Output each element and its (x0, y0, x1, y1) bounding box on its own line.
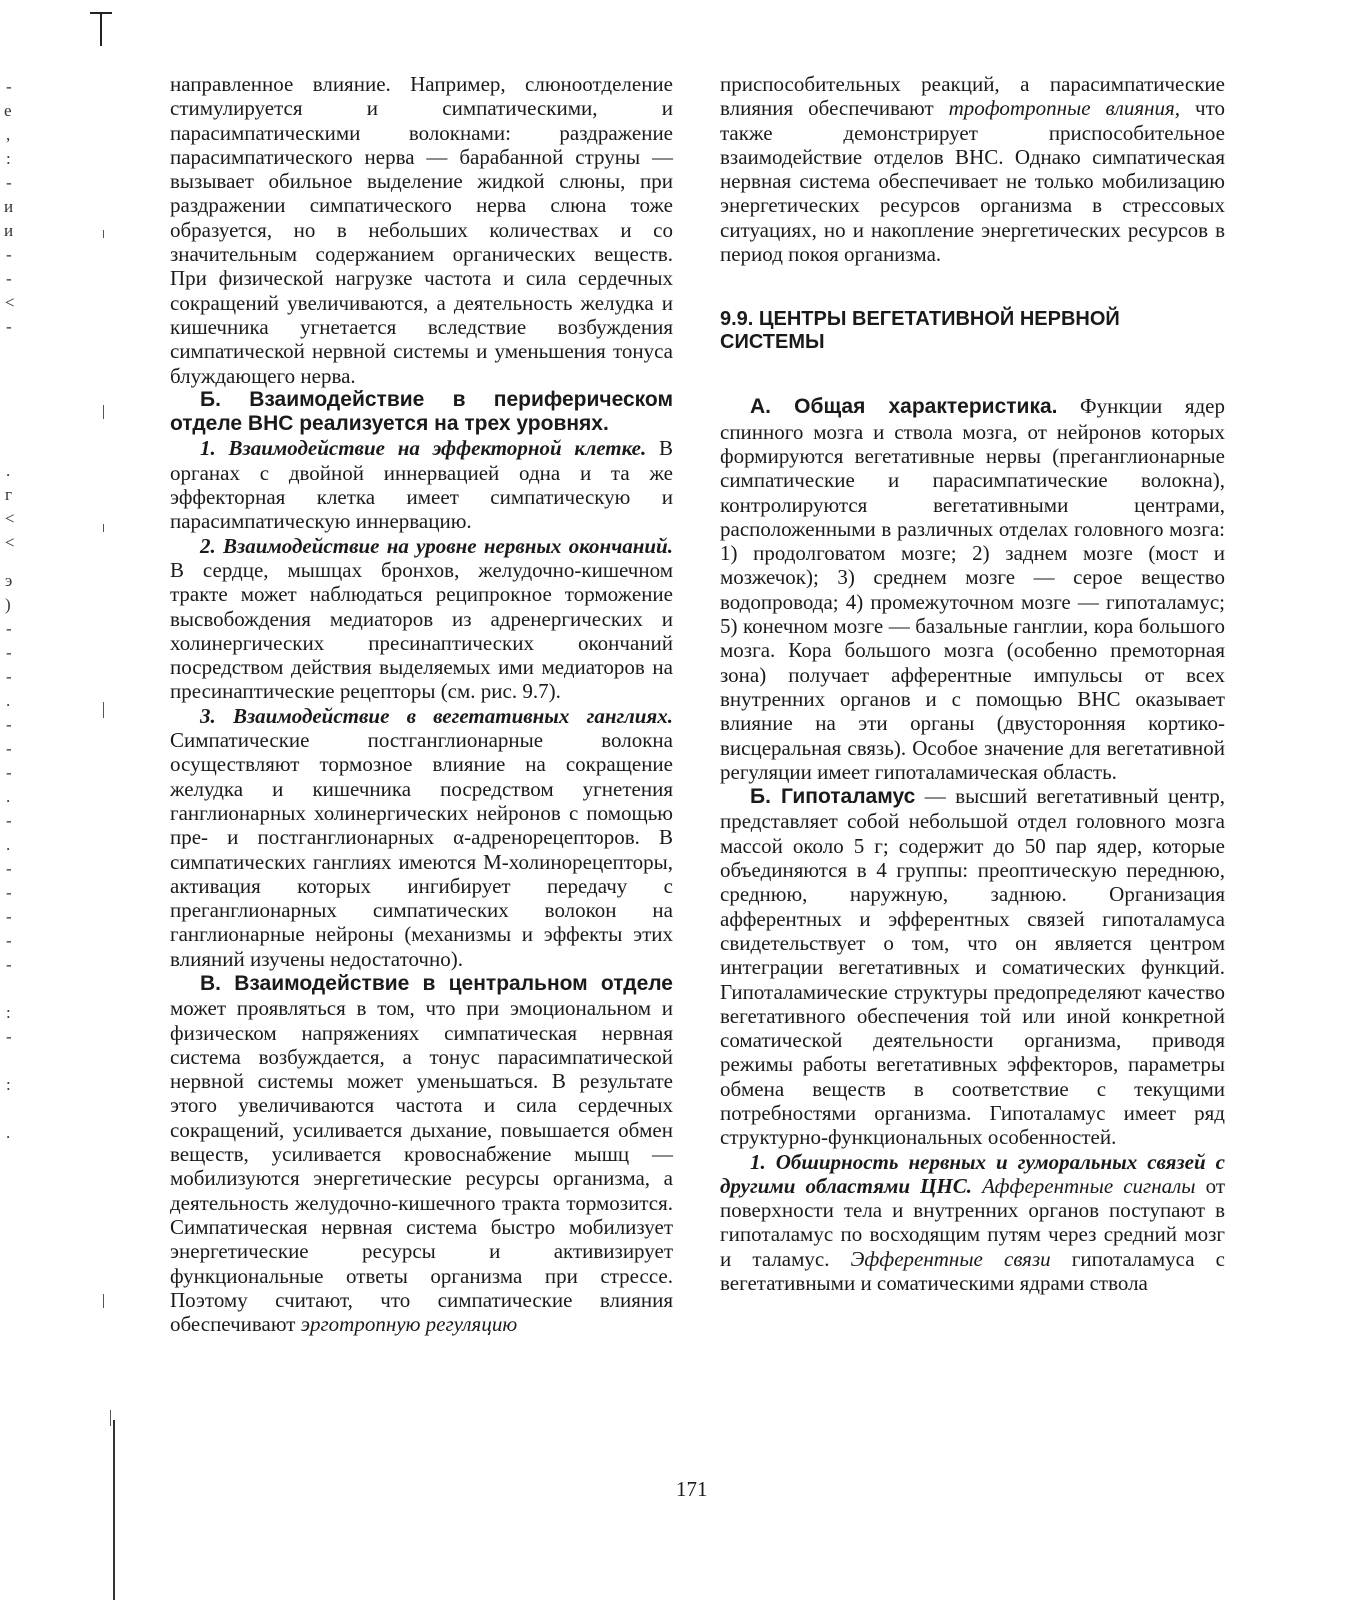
margin-mark: э (5, 571, 13, 590)
margin-mark: < (5, 533, 15, 552)
item-lead: 2. Взаимодействие на уровне нервных окончаний. (200, 533, 673, 558)
margin-tick (103, 1294, 104, 1308)
margin-tick (103, 524, 104, 532)
margin-mark: - (6, 859, 12, 878)
margin-mark: . (6, 461, 11, 480)
margin-mark: - (6, 1027, 12, 1046)
margin-mark: - (6, 269, 12, 288)
margin-mark: - (6, 317, 12, 336)
binding-edge-line (113, 1420, 115, 1600)
section-title: 9.9. ЦЕНТРЫ ВЕГЕТАТИВНОЙ НЕРВНОЙ СИСТЕМЫ (720, 308, 1120, 354)
margin-mark: . (6, 835, 11, 854)
margin-mark: - (6, 643, 12, 662)
subheading-v: В. Взаимодействие в центральном отделе (200, 971, 673, 995)
italic-term: трофотропные влияния, (948, 96, 1181, 121)
margin-mark: . (6, 1123, 11, 1142)
paragraph (170, 534, 673, 704)
paragraph (720, 1150, 1225, 1296)
margin-mark: - (6, 763, 12, 782)
margin-mark: - (6, 883, 12, 902)
margin-mark: - (6, 667, 12, 686)
margin-mark: - (6, 811, 12, 830)
text: что также демонстрирует приспособительное взаимодействие отделов ВНС. Однако симпатическая нервная система обеспечивает не только мобилизацию энергетических ресурсов организма в стрессовых ситуациях, но и накопление энергетических ресурсов в период покоя организма. (720, 96, 1226, 267)
item-text: гипоталамуса с вегетативными и соматическими ядрами ствола (720, 1246, 1226, 1296)
margin-mark: - (6, 955, 12, 974)
margin-tick (103, 702, 104, 718)
margin-mark: : (6, 1075, 11, 1094)
margin-mark: . (6, 787, 11, 806)
margin-tick (103, 405, 104, 419)
item-text: может проявляться в том, что при эмоциональном и физическом напряжениях симпатическая нервная система возбуждается, а тонус парасимпатической нервной системы может уменьшаться. В результате этого увеличиваются частота и сила сердечных сокращений, усиливается дыхание, повышается обмен веществ, усиливается кровоснабжение мышц — мобилизуются энергетические ресурсы организма, а деятельность желудочно-кишечного тракта тормозится. Симпатическая нервная система быстро мобилизует энергетические ресурсы и активизирует функциональные ответы организма при стрессе. Поэтому считают, что симпатические влияния обеспечивают (170, 996, 673, 1337)
margin-mark: - (6, 931, 12, 950)
margin-mark: : (6, 1003, 11, 1022)
text: приспособительных реакций, а парасимпатические влияния обеспечивают (720, 72, 1225, 121)
margin-mark: - (6, 77, 12, 96)
subheading-b: Б. Гипоталамус (750, 785, 916, 809)
italic-term: Афферентные сигналы (972, 1173, 1196, 1198)
paragraph (720, 784, 1225, 1149)
margin-tick (103, 230, 104, 238)
item-lead: 1. Взаимодействие на эффекторной клетке. (200, 436, 647, 461)
paragraph (170, 704, 673, 971)
item-lead: 1. Обширность нервных и гуморальных связей с другими областями ЦНС. (720, 1149, 1225, 1198)
item-lead: 3. Взаимодействие в вегетативных ганглиях. (200, 703, 673, 728)
item-text: от поверхности тела и внутренних органов поступают в гипоталамус по восходящим путям через средний мозг и таламус. (720, 1173, 1226, 1271)
margin-mark: - (6, 739, 12, 758)
margin-mark: е (4, 101, 12, 120)
crop-mark (90, 10, 112, 46)
item-text: Функции ядер спинного мозга и ствола мозга, от нейронов которых формируются вегетативные нервы (преганглионарные симпатические и парасимпатические волокна), контролируются вегетативными центрами, расположенными в различных отделах головного мозга: 1) продолговатом мозге; 2) заднем мозге (мост и мозжечок); 3) среднем мозге — серое вещество водопровода; 4) промежуточном мозге — гипоталамус; 5) конечном мозге — базальные ганглии, кора большого мозга. Кора большого мозга (особенно премоторная зона) получает афферентные импульсы от всех внутренних органов и с помощью ВНС оказывает влияние на эти органы (двусторонняя кортико-висцеральная связь). Особое значение для вегетативной регуляции имеет гипоталамическая область. (720, 394, 1225, 784)
item-text: — высший вегетативный центр, представляет собой небольшой отдел головного мозга массой около 5 г; содержит до 50 пар ядер, которые объединяются в 4 группы: преоптическую переднюю, среднюю, наружную, заднюю. Организация афферентных и эфферентных связей гипоталамуса свидетельствует о том, что он является центром интеграции вегетативных и соматических функций. Гипоталамические структуры предопределяют качество вегетативного обеспечения той или иной конкретной соматической деятельности организма, приводя режимы работы вегетативных эффекторов, параметры обмена веществ в соответствие с текущими потребностями организма. Гипоталамус имеет ряд структурно-функциональных особенностей. (720, 784, 1226, 1150)
right-column (720, 72, 1225, 1295)
paragraph: направленное влияние. Например, слюноотделение стимулируется и симпатическими, и парасимпатическими волокнами: раздражение парасимпатического нерва — барабанной струны — вызывает обильное выделение жидкой слюны, при раздражении симпатического нерва слюна тоже образуется, но в небольших количествах и со значительным содержанием органических веществ. При физической нагрузке частота и сила сердечных сокращений увеличиваются, а деятельность желудка и кишечника угнетается вследствие возбуждения симпатической нервной системы и уменьшения тонуса блуждающего нерва. (170, 72, 673, 388)
subheading-a: А. Общая характеристика. (750, 395, 1058, 419)
margin-tick (110, 1410, 111, 1426)
italic-term: Эфферентные связи (829, 1246, 1051, 1271)
paragraph (720, 72, 1225, 266)
item-text: В органах с двойной иннервацией одна и та же эффекторная клетка имеет симпатическую и парасимпатическую иннервацию. (170, 436, 674, 534)
margin-mark: и (4, 221, 14, 240)
margin-mark: . (6, 691, 11, 710)
margin-mark: - (6, 715, 12, 734)
margin-mark: , (6, 125, 11, 144)
margin-mark: < (5, 293, 15, 312)
margin-mark: - (6, 245, 12, 264)
item-text: Симпатические постганглионарные волокна осуществляют тормозное влияние на сокращение желудка и кишечника посредством угнетения ганглионарных холинергических нейронов с помощью пре- и постганглионарных α-адренорецепторов. В симпатических ганглиях имеются М-холинорецепторы, активация которых ингибирует передачу с преганглионарных симпатических волокон на ганглионарные нейроны (механизмы и эффекты этих влияний изучены недостаточно). (170, 728, 673, 971)
paragraph (720, 394, 1225, 784)
page-number: 171 (676, 1477, 708, 1501)
item-text: В сердце, мышцах бронхов, желудочно-кишечном тракте может наблюдаться реципрокное торможение высвобождения медиаторов из адренергических и холинергических пресинаптических окончаний посредством действия выделяемых ими медиаторов на пресинаптические рецепторы (см. рис. 9.7). (170, 557, 673, 704)
margin-mark: - (6, 619, 12, 638)
margin-mark: - (6, 173, 12, 192)
paragraph (170, 971, 673, 1336)
italic-term: эрготропную регуляцию (300, 1312, 518, 1337)
margin-mark: и (4, 197, 14, 216)
margin-mark: - (6, 907, 12, 926)
paragraph (170, 436, 673, 533)
margin-mark: ) (5, 595, 11, 614)
margin-mark: г (5, 485, 12, 504)
left-column (170, 72, 673, 1336)
margin-mark: : (6, 149, 11, 168)
subheading-b: Б. Взаимодействие в периферическом отделе ВНС реализуется на трех уровнях. (170, 387, 673, 436)
margin-mark: < (5, 509, 15, 528)
